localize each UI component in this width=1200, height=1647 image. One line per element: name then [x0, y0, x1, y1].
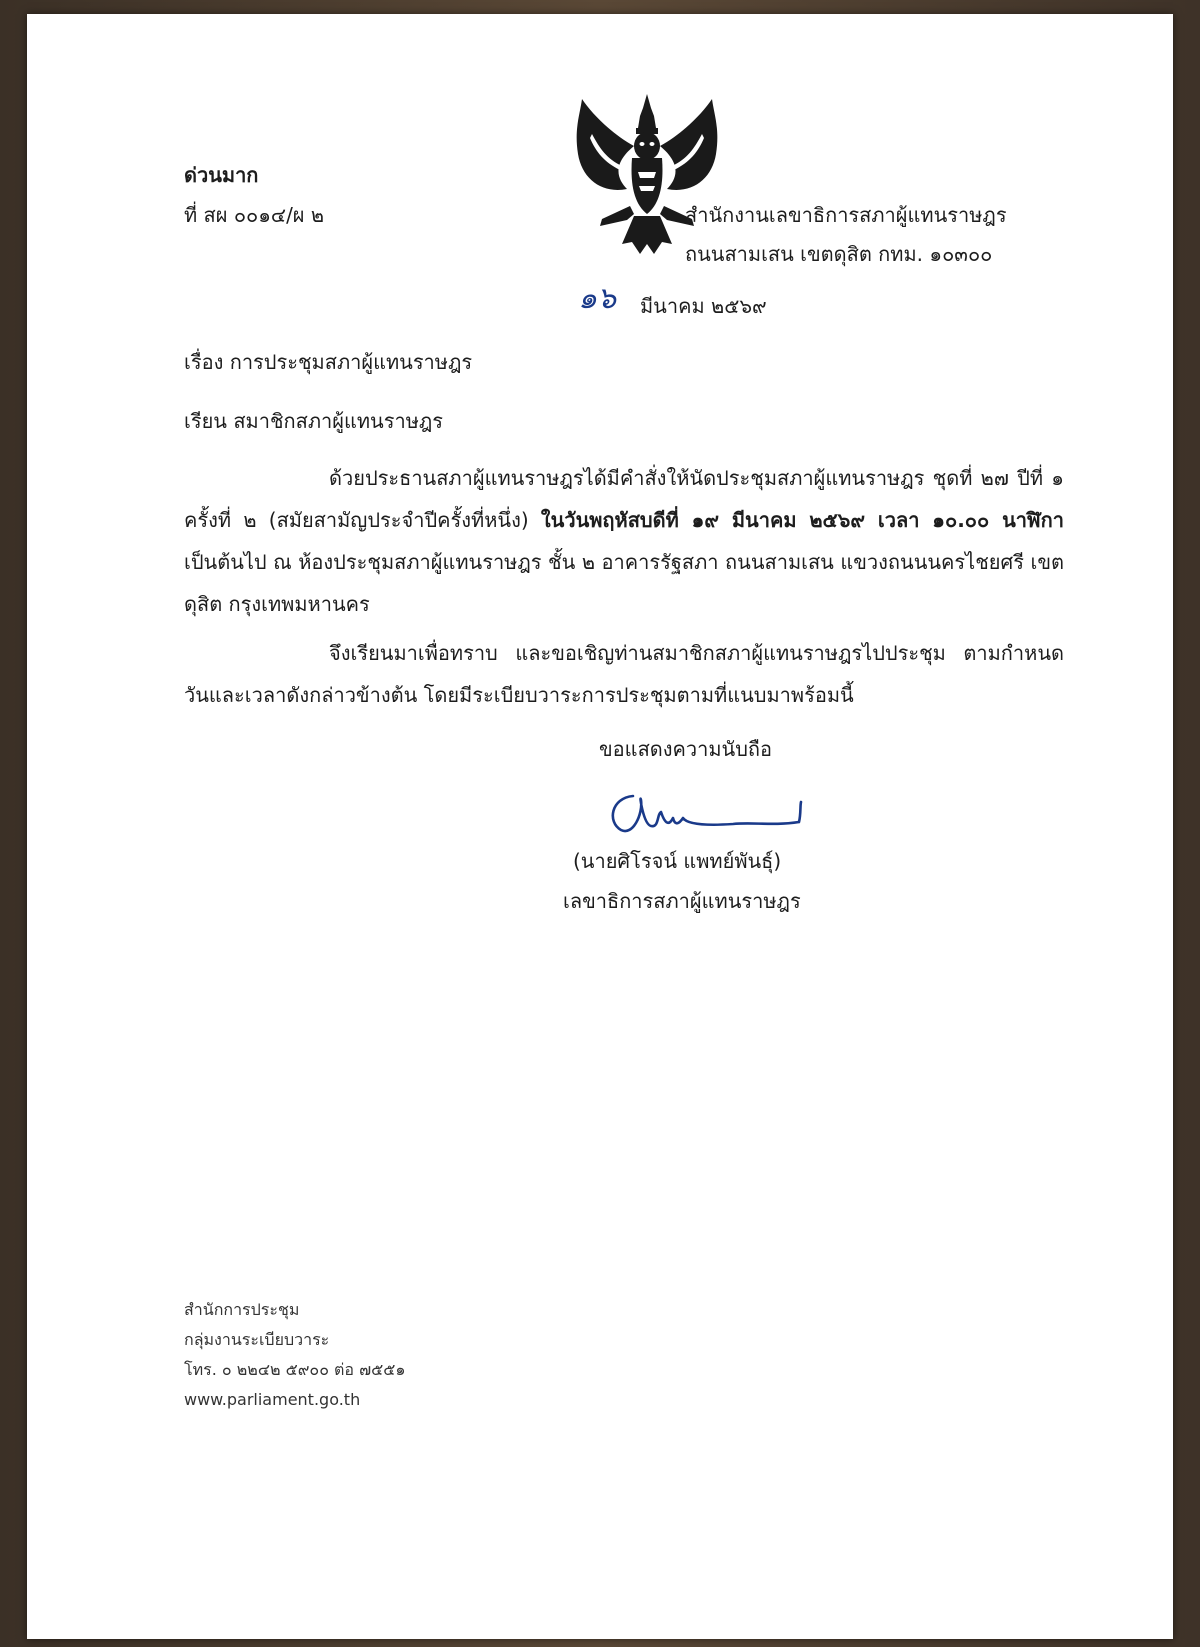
urgency-label: ด่วนมาก — [184, 163, 259, 187]
footer-phone: โทร. ๐ ๒๒๔๒ ๕๙๐๐ ต่อ ๗๕๕๑ — [184, 1360, 406, 1379]
signer-title: เลขาธิการสภาผู้แทนราษฎร — [563, 889, 801, 913]
office-address: ถนนสามเสน เขตดุสิต กทม. ๑๐๓๐๐ — [685, 242, 993, 266]
para1-text-end: เป็นต้นไป ณ ห้องประชุมสภาผู้แทนราษฎร ชั้น ๒ อาคารรัฐสภา ถนนสามเสน แขวงถนนนครไชยศรี เขตดุสิต กรุงเทพมหานคร — [184, 550, 1064, 616]
body-paragraph-1 — [184, 457, 1064, 625]
signer-name: (นายศิโรจน์ แพทย์พันธุ์) — [573, 849, 782, 873]
garuda-emblem-icon — [572, 94, 722, 259]
reference-number: ที่ สผ ๐๐๑๔/ผ ๒ — [184, 203, 325, 227]
footer-group: กลุ่มงานระเบียบวาระ — [184, 1330, 330, 1349]
date-day: ๑๖ — [578, 281, 617, 316]
date-month-year: มีนาคม ๒๕๖๙ — [640, 294, 767, 318]
signature-icon — [603, 784, 813, 846]
salutation-line: เรียน สมาชิกสภาผู้แทนราษฎร — [184, 409, 444, 433]
subject-line: เรื่อง การประชุมสภาผู้แทนราษฎร — [184, 350, 473, 374]
body-paragraph-2: จึงเรียนมาเพื่อทราบ และขอเชิญท่านสมาชิกสภาผู้แทนราษฎรไปประชุม ตามกำหนดวันและเวลาดังกล่าวข้างต้น โดยมีระเบียบวาระการประชุมตามที่แนบมาพร้อมนี้ — [184, 641, 1064, 707]
footer-department: สำนักการประชุม — [184, 1300, 300, 1319]
footer-website: www.parliament.go.th — [184, 1390, 361, 1409]
office-name: สำนักงานเลขาธิการสภาผู้แทนราษฎร — [685, 203, 1007, 227]
closing-phrase: ขอแสดงความนับถือ — [599, 737, 773, 761]
letter-paper — [27, 14, 1173, 1639]
para1-text-start: ด้วยประธานสภาผู้แทนราษฎรได้มีคำสั่งให้นัดประชุมสภาผู้แทนราษฎร ชุดที่ ๒๗ ปีที่ ๑ ครั้งที่ ๒ (สมัยสามัญประจำปีครั้งที่หนึ่ง) — [184, 466, 1064, 532]
meeting-datetime: ในวันพฤหัสบดีที่ ๑๙ มีนาคม ๒๕๖๙ เวลา ๑๐.๐๐ นาฬิกา — [540, 508, 1064, 532]
